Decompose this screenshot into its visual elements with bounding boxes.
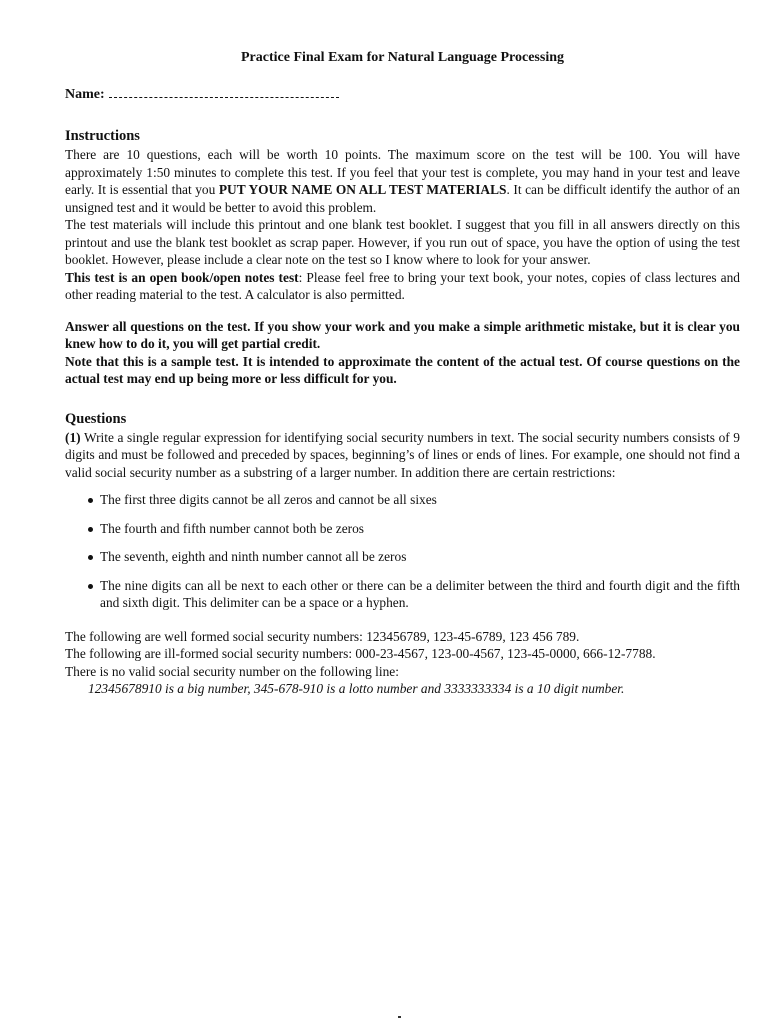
question-1-body: Write a single regular expression for identifying social security numbers in text. The social security numbers consists of 9 digits and must be followed and preceded by spaces, beginning’s of lines or ends of lines. For example, one should not find a valid social security number as a substring of a larger number. In addition there are certain restrictions: [65, 429, 740, 480]
instructions-paragraph-1 [65, 146, 740, 216]
instructions-text-1b: . It can be difficult identify the author of an unsigned test and it would be better to avoid this problem. [65, 182, 740, 215]
name-label: Name: [65, 87, 105, 102]
list-item: The seventh, eighth and ninth number cannot all be zeros [100, 548, 740, 566]
open-book-note: This test is an open book/open notes test [65, 269, 299, 285]
partial-credit-note: Answer all questions on the test. If you show your work and you make a simple arithmetic mistake, but it is clear you knew how to do it, you will get partial credit. [65, 318, 740, 351]
list-item: The nine digits can all be next to each other or there can be a delimiter between the third and fourth digit and the fifth and sixth digit. This delimiter can be a space or a hyphen. [100, 577, 740, 610]
test-line-example: 12345678910 is a big number, 345-678-910 is a lotto number and 3333333334 is a 10 digit number. [88, 681, 625, 696]
open-book-detail: : Please feel free to bring your text book, your notes, copies of class lectures and other reading material to the test. A calculator is also permitted. [65, 269, 740, 302]
restrictions-list [65, 491, 740, 612]
name-blank-line [109, 85, 339, 98]
page-number-mark [398, 1016, 401, 1018]
sample-test-note: Note that this is a sample test. It is intended to approximate the content of the actual test. Of course questions on the actual test may end up being more or less difficult for you. [65, 353, 740, 386]
questions-heading: Questions [65, 410, 127, 427]
no-valid-note: There is no valid social security number on the following line: [65, 663, 399, 679]
page-title: Practice Final Exam for Natural Language Processing [241, 50, 564, 65]
instructions-text-1a: There are 10 questions, each will be worth 10 points. The maximum score on the test will be 100. You will have approximately 1:50 minutes to complete this test. If you feel that your test is complete, you may hand in your test and leave early. It is essential that you [65, 147, 740, 197]
instructions-paragraph-3 [65, 269, 740, 304]
exam-page [65, 48, 740, 698]
instructions-heading: Instructions [65, 128, 140, 144]
list-item: The first three digits cannot be all zeros and cannot be all sixes [100, 491, 740, 509]
name-field-row [65, 85, 740, 105]
examples-block [65, 628, 740, 698]
instructions-emphasis: PUT YOUR NAME ON ALL TEST MATERIALS [218, 182, 507, 197]
well-formed-examples: The following are well formed social security numbers: 123456789, 123-45-6789, 123 456 789. [65, 628, 580, 644]
list-item: The fourth and fifth number cannot both be zeros [100, 520, 740, 538]
ill-formed-examples: The following are ill-formed social security numbers: 000-23-4567, 123-00-4567, 123-45-0000, 666-12-7788. [65, 646, 656, 661]
question-1-number: (1) [65, 429, 81, 445]
instructions-paragraph-2: The test materials will include this printout and one blank test booklet. I suggest that you fill in all answers directly on this printout and use the blank test booklet as scrap paper. However, if you run out of space, you have the option of using the test booklet. However, please include a clear note on the test so I know where to look for your answer. [65, 217, 740, 267]
question-1-text [65, 429, 740, 482]
